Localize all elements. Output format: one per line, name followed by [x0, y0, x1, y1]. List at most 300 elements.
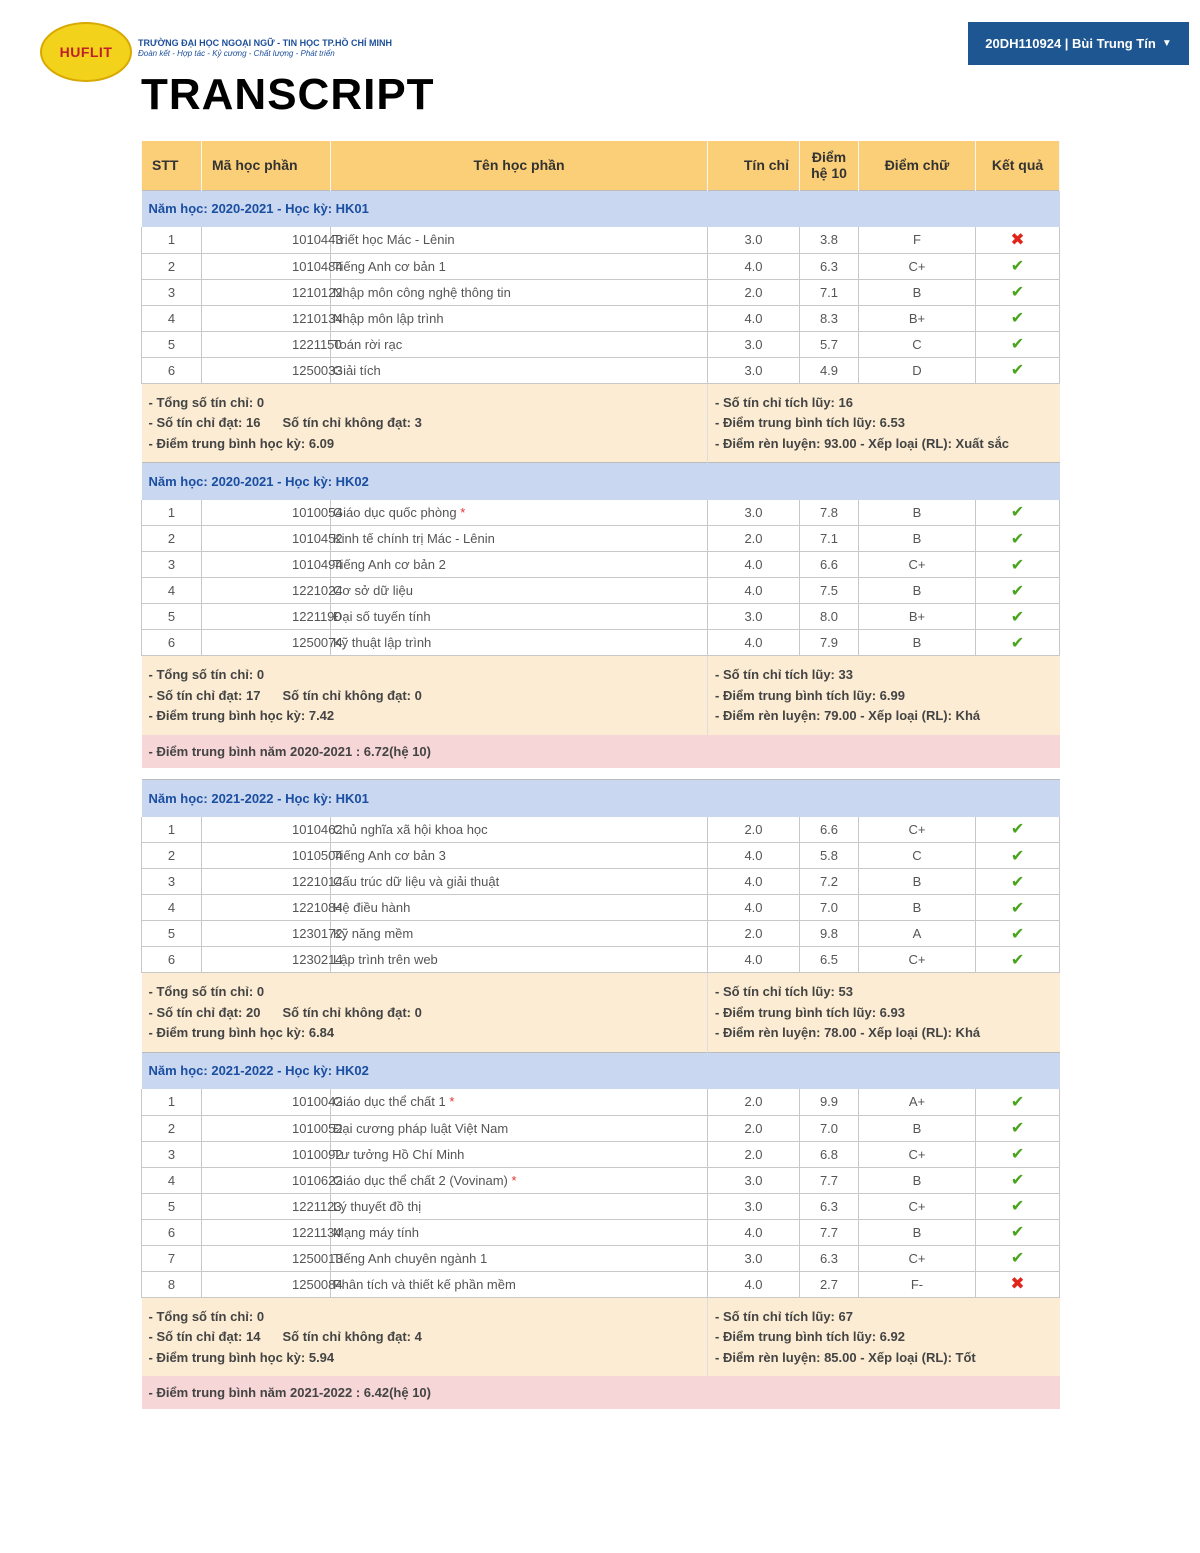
course-result [976, 253, 1060, 279]
caret-down-icon: ▼ [1161, 38, 1172, 49]
course-stt: 2 [142, 1115, 202, 1141]
course-score10: 2.7 [800, 1271, 859, 1297]
check-icon: ✔ [1010, 284, 1025, 301]
summary-right [708, 383, 1060, 463]
course-credits: 4.0 [708, 843, 800, 869]
year-average-row [142, 735, 1060, 768]
course-result [976, 817, 1060, 843]
course-row [142, 817, 1060, 843]
course-stt: 5 [142, 604, 202, 630]
course-code: 1010452 [202, 526, 331, 552]
course-score10: 7.1 [800, 279, 859, 305]
course-credits: 4.0 [708, 253, 800, 279]
course-credits: 3.0 [708, 604, 800, 630]
summary-right [708, 973, 1060, 1053]
course-result [976, 1245, 1060, 1271]
summary-passed-credits: - Số tín chỉ đạt: 14 [148, 1329, 261, 1344]
course-name: Tư tưởng Hồ Chí Minh [333, 1146, 465, 1162]
summary-accum-credits: - Số tín chỉ tích lũy: 16 [715, 394, 853, 410]
course-stt: 4 [142, 1167, 202, 1193]
summary-failed-credits: Số tín chỉ không đạt: 0 [282, 687, 422, 703]
course-name-cell [331, 1167, 708, 1193]
year-average-row [142, 1376, 1060, 1409]
course-row [142, 921, 1060, 947]
course-letter: C+ [859, 1245, 976, 1271]
course-result [976, 357, 1060, 383]
course-credits: 4.0 [708, 578, 800, 604]
course-score10: 7.1 [800, 526, 859, 552]
course-row [142, 357, 1060, 383]
logo-text: HUFLIT [59, 44, 113, 60]
course-credits: 3.0 [708, 227, 800, 253]
course-name: Nhập môn công nghệ thông tin [333, 284, 511, 300]
course-row [142, 331, 1060, 357]
course-result [976, 1115, 1060, 1141]
course-letter: C [859, 843, 976, 869]
course-code: 1010494 [202, 552, 331, 578]
course-letter: C+ [859, 253, 976, 279]
course-credits: 2.0 [708, 921, 800, 947]
course-row [142, 305, 1060, 331]
summary-conduct: - Điểm rèn luyện: 79.00 - Xếp loại (RL): Khá [715, 708, 981, 723]
course-score10: 6.6 [800, 817, 859, 843]
summary-conduct: - Điểm rèn luyện: 85.00 - Xếp loại (RL): Tốt [715, 1349, 976, 1365]
course-code: 1230214 [202, 947, 331, 973]
course-name: Cấu trúc dữ liệu và giải thuật [333, 874, 500, 889]
course-credits: 4.0 [708, 1219, 800, 1245]
table-header-row [142, 141, 1060, 190]
summary-semester-gpa: - Điểm trung bình học kỳ: 6.09 [148, 435, 335, 451]
course-credits: 4.0 [708, 630, 800, 656]
course-credits: 3.0 [708, 1193, 800, 1219]
course-letter: B [859, 500, 976, 526]
course-score10: 7.5 [800, 578, 859, 604]
course-score10: 6.3 [800, 1245, 859, 1271]
course-row [142, 1115, 1060, 1141]
course-name: Toán rời rạc [333, 336, 403, 352]
col-score10-line2: hệ 10 [811, 165, 847, 182]
course-code: 1230172 [202, 921, 331, 947]
course-credits: 3.0 [708, 500, 800, 526]
course-code: 1221084 [202, 895, 331, 921]
course-result [976, 869, 1060, 895]
course-result [976, 305, 1060, 331]
summary-accum-credits: - Số tín chỉ tích lũy: 53 [715, 984, 853, 999]
course-name: Tiếng Anh cơ bản 1 [333, 258, 446, 274]
summary-total-credits: - Tổng số tín chỉ: 0 [148, 394, 265, 410]
course-result [976, 1271, 1060, 1297]
semester-header-row [142, 463, 1060, 500]
summary-accum-credits: - Số tín chỉ tích lũy: 33 [715, 667, 853, 682]
course-score10: 7.0 [800, 1115, 859, 1141]
check-icon: ✔ [1010, 899, 1025, 917]
semester-header-row [142, 780, 1060, 817]
summary-left [142, 973, 708, 1053]
course-letter: C+ [859, 1193, 976, 1219]
course-row [142, 895, 1060, 921]
course-stt: 6 [142, 630, 202, 656]
course-stt: 2 [142, 253, 202, 279]
course-stt: 4 [142, 895, 202, 921]
course-stt: 5 [142, 1193, 202, 1219]
course-row [142, 526, 1060, 552]
course-code: 1221024 [202, 578, 331, 604]
course-credits: 4.0 [708, 305, 800, 331]
semester-label: Năm học: 2021-2022 - Học kỳ: HK02 [142, 1052, 1060, 1089]
course-name-cell [331, 305, 708, 331]
check-icon: ✔ [1010, 608, 1025, 626]
summary-credits-line [149, 686, 701, 707]
course-name-cell [331, 921, 708, 947]
course-letter: C+ [859, 947, 976, 973]
course-score10: 5.7 [800, 331, 859, 357]
course-letter: B [859, 869, 976, 895]
semester-header-row [142, 190, 1060, 227]
course-letter: B [859, 526, 976, 552]
course-name-cell [331, 869, 708, 895]
check-icon: ✔ [1010, 1198, 1025, 1215]
course-letter: B [859, 1219, 976, 1245]
course-result [976, 1167, 1060, 1193]
school-logo [40, 22, 132, 82]
col-score10-line1: Điểm [811, 149, 847, 166]
summary-passed-credits: - Số tín chỉ đạt: 17 [148, 687, 261, 703]
course-name: Kinh tế chính trị Mác - Lênin [333, 531, 495, 546]
check-icon: ✔ [1010, 873, 1025, 891]
course-name-cell [331, 526, 708, 552]
course-row [142, 869, 1060, 895]
course-stt: 2 [142, 843, 202, 869]
course-code: 1010092 [202, 1141, 331, 1167]
course-result [976, 921, 1060, 947]
course-code: 1010462 [202, 817, 331, 843]
check-icon: ✔ [1010, 1093, 1025, 1111]
user-menu-button[interactable] [968, 22, 1189, 65]
summary-failed-credits: Số tín chỉ không đạt: 0 [282, 1004, 422, 1020]
cross-icon: ✖ [1010, 229, 1025, 249]
summary-conduct: - Điểm rèn luyện: 78.00 - Xếp loại (RL): Khá [715, 1025, 981, 1040]
course-code: 1010052 [202, 1115, 331, 1141]
course-credits: 3.0 [708, 331, 800, 357]
col-code: Mã học phần [202, 141, 331, 190]
course-name-cell [331, 279, 708, 305]
course-code: 1210122 [202, 279, 331, 305]
course-name-cell [331, 1245, 708, 1271]
course-name: Chủ nghĩa xã hội khoa học [333, 821, 488, 837]
semester-summary-row [142, 656, 1060, 735]
course-credits: 2.0 [708, 1141, 800, 1167]
summary-semester-gpa: - Điểm trung bình học kỳ: 7.42 [148, 708, 335, 723]
course-code: 1010622 [202, 1167, 331, 1193]
course-name-cell [331, 895, 708, 921]
course-stt: 5 [142, 331, 202, 357]
summary-accum-gpa: - Điểm trung bình tích lũy: 6.93 [715, 1004, 905, 1020]
course-stt: 6 [142, 1219, 202, 1245]
course-code: 1221014 [202, 869, 331, 895]
col-letter: Điểm chữ [859, 141, 976, 190]
course-letter: B [859, 1167, 976, 1193]
course-name-cell [331, 253, 708, 279]
course-name-cell [331, 1141, 708, 1167]
course-name-cell [331, 1193, 708, 1219]
course-stt: 6 [142, 947, 202, 973]
course-letter: B+ [859, 604, 976, 630]
course-score10: 5.8 [800, 843, 859, 869]
course-letter: C+ [859, 817, 976, 843]
course-stt: 4 [142, 305, 202, 331]
course-name: Kỹ năng mềm [333, 926, 414, 941]
course-score10: 7.8 [800, 500, 859, 526]
course-name-cell [331, 1115, 708, 1141]
course-stt: 5 [142, 921, 202, 947]
course-result [976, 578, 1060, 604]
course-letter: B [859, 630, 976, 656]
course-row [142, 500, 1060, 526]
course-row [142, 843, 1060, 869]
course-result [976, 1193, 1060, 1219]
course-score10: 7.0 [800, 895, 859, 921]
summary-right [708, 656, 1060, 735]
course-result [976, 500, 1060, 526]
semester-header-row [142, 1052, 1060, 1089]
course-score10: 8.3 [800, 305, 859, 331]
course-score10: 6.6 [800, 552, 859, 578]
course-name: Lý thuyết đồ thị [333, 1198, 422, 1214]
course-name: Lập trình trên web [333, 952, 438, 967]
course-letter: B [859, 895, 976, 921]
cross-icon: ✖ [1010, 1274, 1025, 1293]
summary-accum-gpa: - Điểm trung bình tích lũy: 6.99 [715, 687, 905, 703]
summary-total-credits: - Tổng số tín chỉ: 0 [148, 1308, 265, 1324]
summary-passed-credits: - Số tín chỉ đạt: 20 [148, 1004, 261, 1020]
course-letter: C [859, 331, 976, 357]
course-score10: 6.5 [800, 947, 859, 973]
course-credits: 4.0 [708, 869, 800, 895]
course-letter: B+ [859, 305, 976, 331]
summary-accum-gpa: - Điểm trung bình tích lũy: 6.53 [715, 415, 905, 430]
course-result [976, 604, 1060, 630]
required-asterisk: * [449, 1094, 455, 1110]
course-row [142, 1271, 1060, 1297]
summary-right [708, 1297, 1060, 1376]
course-result [976, 947, 1060, 973]
required-asterisk: * [511, 1172, 517, 1188]
course-credits: 4.0 [708, 947, 800, 973]
course-name: Đại cương pháp luật Việt Nam [333, 1120, 509, 1136]
course-row [142, 253, 1060, 279]
summary-semester-gpa: - Điểm trung bình học kỳ: 6.84 [148, 1025, 335, 1040]
col-stt: STT [142, 141, 202, 190]
course-name: Phân tích và thiết kế phần mềm [333, 1276, 516, 1292]
course-result [976, 279, 1060, 305]
check-icon: ✔ [1010, 634, 1025, 652]
course-name-cell [331, 500, 708, 526]
course-name: Giáo dục quốc phòng [333, 504, 457, 520]
course-letter: A+ [859, 1089, 976, 1115]
course-name: Triết học Mác - Lênin [333, 232, 455, 248]
summary-credits-line [149, 413, 701, 434]
course-name-cell [331, 552, 708, 578]
summary-conduct: - Điểm rèn luyện: 93.00 - Xếp loại (RL): Xuất sắc [715, 435, 1010, 451]
course-code: 1221150 [202, 331, 331, 357]
check-icon: ✔ [1010, 1120, 1025, 1137]
course-name-cell [331, 1219, 708, 1245]
course-name: Nhập môn lập trình [333, 310, 444, 326]
course-name-cell [331, 1089, 708, 1115]
course-name: Tiếng Anh chuyên ngành 1 [333, 1250, 488, 1266]
course-stt: 1 [142, 1089, 202, 1115]
course-letter: A [859, 921, 976, 947]
course-result [976, 552, 1060, 578]
course-name-cell [331, 604, 708, 630]
course-score10: 6.3 [800, 1193, 859, 1219]
course-name-cell [331, 947, 708, 973]
course-letter: C+ [859, 1141, 976, 1167]
summary-credits-line [149, 1327, 701, 1348]
course-code: 1250074 [202, 630, 331, 656]
school-name: TRƯỜNG ĐẠI HỌC NGOẠI NGỮ - TIN HỌC TP.HỒ CHÍ MINH [138, 38, 392, 48]
summary-accum-gpa: - Điểm trung bình tích lũy: 6.92 [715, 1329, 905, 1344]
page-title: TRANSCRIPT [141, 70, 435, 119]
course-letter: F- [859, 1271, 976, 1297]
course-code: 1221134 [202, 1219, 331, 1245]
course-result [976, 895, 1060, 921]
course-code: 1250033 [202, 357, 331, 383]
course-stt: 1 [142, 227, 202, 253]
course-stt: 3 [142, 1141, 202, 1167]
course-name-cell [331, 843, 708, 869]
check-icon: ✔ [1010, 336, 1025, 353]
course-score10: 9.8 [800, 921, 859, 947]
course-score10: 6.8 [800, 1141, 859, 1167]
course-letter: B [859, 578, 976, 604]
course-name-cell [331, 357, 708, 383]
course-letter: B [859, 1115, 976, 1141]
summary-failed-credits: Số tín chỉ không đạt: 3 [282, 415, 422, 430]
check-icon: ✔ [1010, 504, 1025, 522]
course-name: Giáo dục thể chất 2 (Vovinam) [333, 1172, 508, 1188]
course-result [976, 630, 1060, 656]
semester-summary-row [142, 1297, 1060, 1376]
course-row [142, 1245, 1060, 1271]
course-letter: F [859, 227, 976, 253]
course-name-cell [331, 578, 708, 604]
course-score10: 3.8 [800, 227, 859, 253]
course-row [142, 630, 1060, 656]
course-name: Tiếng Anh cơ bản 3 [333, 848, 446, 863]
course-name: Hệ điều hành [333, 900, 411, 915]
summary-semester-gpa: - Điểm trung bình học kỳ: 5.94 [148, 1349, 335, 1365]
user-label: 20DH110924 | Bùi Trung Tín [985, 36, 1156, 51]
course-stt: 2 [142, 526, 202, 552]
summary-total-credits: - Tổng số tín chỉ: 0 [148, 984, 265, 999]
course-stt: 3 [142, 552, 202, 578]
course-score10: 8.0 [800, 604, 859, 630]
course-result [976, 526, 1060, 552]
course-result [976, 1219, 1060, 1245]
summary-left [142, 656, 708, 735]
school-motto: Đoàn kết - Hợp tác - Kỷ cương - Chất lượng - Phát triển [138, 49, 335, 58]
course-score10: 6.3 [800, 253, 859, 279]
required-asterisk: * [460, 504, 466, 520]
check-icon: ✔ [1010, 925, 1025, 943]
course-score10: 9.9 [800, 1089, 859, 1115]
semester-label: Năm học: 2021-2022 - Học kỳ: HK01 [142, 780, 1060, 817]
summary-credits-line [149, 1003, 701, 1024]
course-stt: 3 [142, 869, 202, 895]
check-icon: ✔ [1010, 821, 1025, 839]
course-credits: 2.0 [708, 526, 800, 552]
semester-summary-row [142, 383, 1060, 463]
check-icon: ✔ [1010, 1172, 1025, 1189]
course-credits: 4.0 [708, 552, 800, 578]
summary-total-credits: - Tổng số tín chỉ: 0 [148, 667, 265, 682]
course-row [142, 1167, 1060, 1193]
course-code: 1221123 [202, 1193, 331, 1219]
course-stt: 8 [142, 1271, 202, 1297]
course-name: Giải tích [333, 362, 381, 378]
course-row [142, 1219, 1060, 1245]
course-credits: 2.0 [708, 279, 800, 305]
course-code: 1010504 [202, 843, 331, 869]
course-name-cell [331, 331, 708, 357]
course-result [976, 227, 1060, 253]
check-icon: ✔ [1010, 310, 1025, 327]
course-row [142, 1141, 1060, 1167]
course-stt: 4 [142, 578, 202, 604]
col-name: Tên học phần [331, 141, 708, 190]
year-average: - Điểm trung bình năm 2020-2021 : 6.72(hệ 10) [142, 735, 1060, 768]
course-score10: 7.7 [800, 1167, 859, 1193]
course-row [142, 1193, 1060, 1219]
course-name-cell [331, 630, 708, 656]
course-score10: 4.9 [800, 357, 859, 383]
course-name-cell [331, 817, 708, 843]
year-average: - Điểm trung bình năm 2021-2022 : 6.42(hệ 10) [142, 1376, 1060, 1409]
transcript-table-2021-2022 [141, 779, 1060, 1409]
summary-left [142, 383, 708, 463]
course-credits: 3.0 [708, 1167, 800, 1193]
transcript-body [142, 780, 1060, 1410]
transcript-table-2020-2021 [141, 141, 1060, 768]
semester-label: Năm học: 2020-2021 - Học kỳ: HK01 [142, 190, 1060, 227]
course-row [142, 604, 1060, 630]
summary-accum-credits: - Số tín chỉ tích lũy: 67 [715, 1308, 853, 1324]
course-name: Cơ sở dữ liệu [333, 583, 413, 598]
course-letter: B [859, 279, 976, 305]
course-row [142, 552, 1060, 578]
summary-failed-credits: Số tín chỉ không đạt: 4 [282, 1329, 422, 1344]
check-icon: ✔ [1010, 362, 1025, 379]
summary-passed-credits: - Số tín chỉ đạt: 16 [148, 415, 261, 430]
course-name: Giáo dục thể chất 1 [333, 1094, 446, 1110]
course-result [976, 1141, 1060, 1167]
course-name-cell [331, 1271, 708, 1297]
course-code: 1250013 [202, 1245, 331, 1271]
course-result [976, 1089, 1060, 1115]
check-icon: ✔ [1010, 556, 1025, 574]
course-credits: 4.0 [708, 1271, 800, 1297]
course-stt: 1 [142, 500, 202, 526]
check-icon: ✔ [1010, 951, 1025, 969]
check-icon: ✔ [1010, 1250, 1025, 1267]
summary-left [142, 1297, 708, 1376]
check-icon: ✔ [1010, 530, 1025, 548]
check-icon: ✔ [1010, 1146, 1025, 1163]
course-code: 1010042 [202, 1089, 331, 1115]
check-icon: ✔ [1010, 582, 1025, 600]
course-score10: 7.2 [800, 869, 859, 895]
